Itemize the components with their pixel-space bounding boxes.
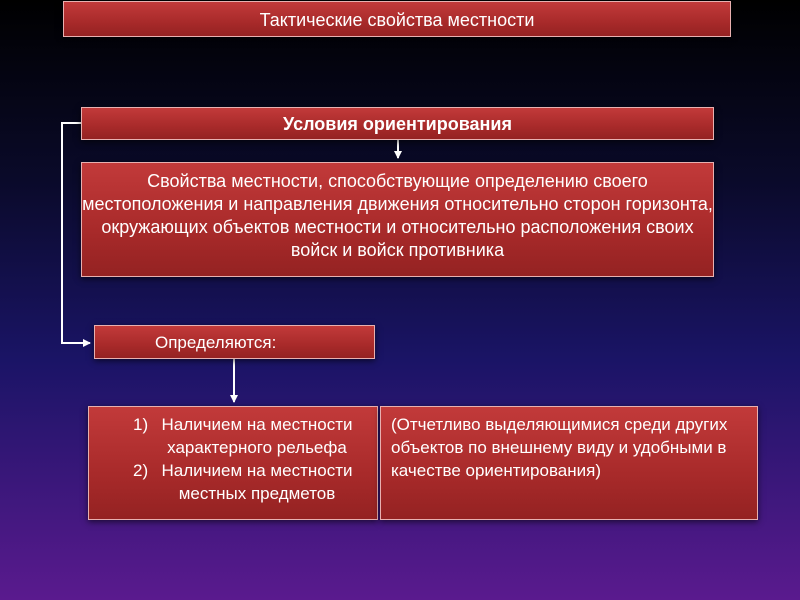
list-item-text: Наличием на местности местных предметов [161, 461, 353, 503]
list-item [89, 413, 377, 459]
title-box [63, 1, 731, 37]
list-item-number: 1) [133, 415, 149, 434]
note-text: (Отчетливо выделяющимися среди других объектов по внешнему виду и удобными в качестве ориентирования) [391, 415, 728, 480]
note-box [380, 406, 758, 520]
list-box [88, 406, 378, 520]
list-item [89, 459, 377, 505]
definition-box [81, 162, 714, 277]
determined-box [94, 325, 375, 359]
title-text: Тактические свойства местности [259, 10, 535, 30]
list-item-text: Наличием на местности характерного рельефа [161, 415, 353, 457]
determined-label: Определяются: [155, 333, 277, 352]
conditions-label: Условия ориентирования [283, 114, 512, 134]
definition-text: Свойства местности, способствующие определению своего местоположения и направления движения относительно сторон горизонта, окружающих объектов местности и относительно расположения своих войск и войск противника [82, 171, 713, 260]
conditions-box [81, 107, 714, 140]
list-item-number: 2) [133, 461, 149, 480]
